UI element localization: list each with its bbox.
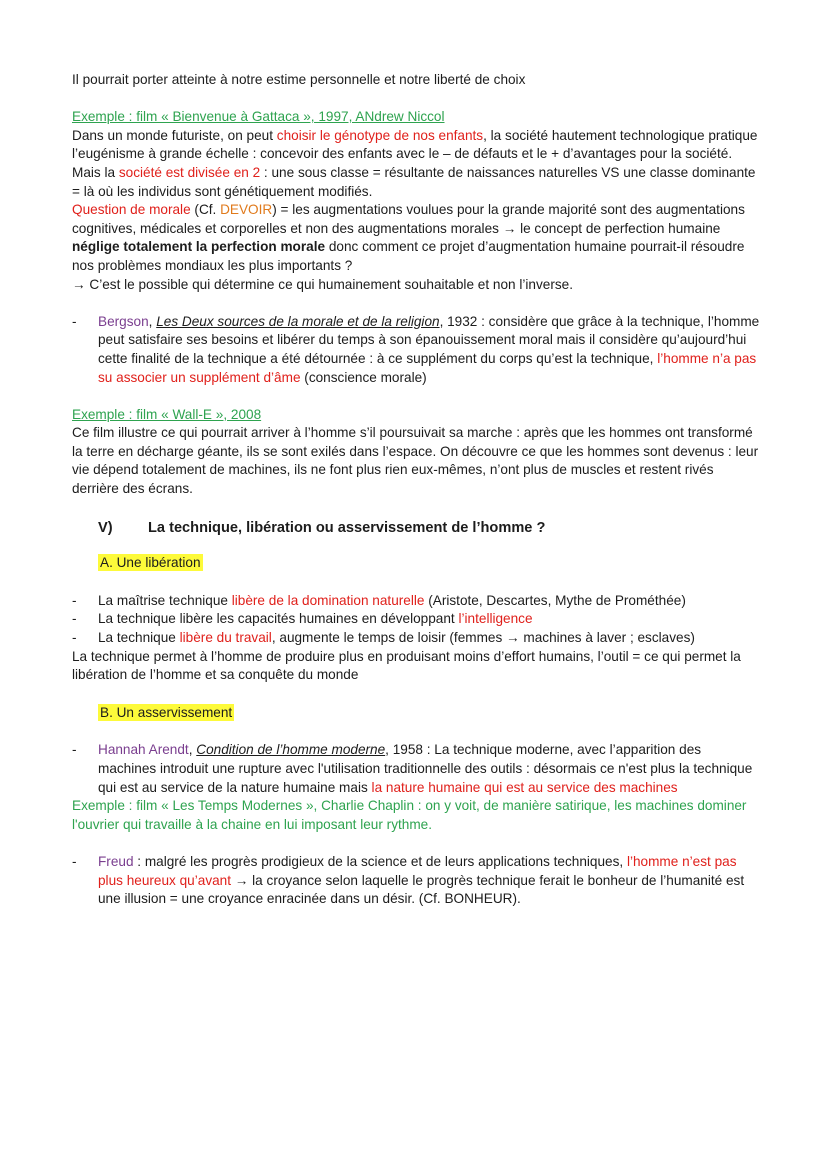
freud-text-2: → la croyance selon laquelle le progrès technique ferait le bonheur de l’humanité est une illusion = une croyance enracinée dans un désir. (Cf. BONHEUR). xyxy=(98,872,745,907)
bergson-sep: , xyxy=(148,313,157,329)
bergson-bullet xyxy=(72,313,762,387)
gattaca-text-1: Dans un monde futuriste, on peut xyxy=(72,127,277,143)
arendt-highlight: la nature humaine qui est au service des machines xyxy=(371,779,678,795)
liberation-3-text-2: , augmente le temps de loisir (femmes → machines à laver ; esclaves) xyxy=(271,630,695,646)
moral-question-paragraph xyxy=(72,201,762,275)
liberation-2-highlight: l’intelligence xyxy=(458,611,533,627)
subsection-a-label: A. Une libération xyxy=(100,555,201,571)
gattaca-highlight-genotype: choisir le génotype de nos enfants xyxy=(276,127,484,143)
bullet-dash: - xyxy=(72,592,77,608)
freud-bullet xyxy=(72,853,762,909)
liberation-1-text-1: La maîtrise technique xyxy=(98,592,232,608)
arendt-text: , 1958 : La technique moderne, avec l’apparition des machines introduit une rupture avec l'utilisation traditionnelle des outils : désormais ce n'est plus la technique qui est au service de la nature humaine mais xyxy=(98,742,753,795)
section-v-title: La technique, libération ou asservissement de l’homme ? xyxy=(148,519,546,536)
gattaca-highlight-divided: société est divisée en 2 xyxy=(118,164,261,180)
gattaca-text-3: : une sous classe = résultante de naissances naturelles VS une classe dominante = là où les individus sont génétiquement modifiés. xyxy=(72,164,756,199)
freud-text-1: : malgré les progrès prodigieux de la science et de leurs applications techniques, xyxy=(133,853,627,869)
moral-question-text-1: (Cf. xyxy=(190,202,221,218)
bullet-dash: - xyxy=(72,313,77,329)
bullet-dash: - xyxy=(72,611,77,627)
moral-question-label: Question de morale xyxy=(72,202,191,218)
subsection-a-heading xyxy=(72,554,762,573)
liberation-3-text-1: La technique xyxy=(98,630,180,646)
devoir-reference: DEVOIR xyxy=(220,202,273,218)
gattaca-text-2: , la société hautement technologique pratique l’eugénisme à grande échelle : concevoir des enfants avec le – de défauts et le + d’avantages pour la société. Mais la xyxy=(72,127,758,180)
bergson-name: Bergson xyxy=(98,313,149,329)
liberation-paragraph: La technique permet à l’homme de produire plus en produisant moins d’effort humains, l’outil = ce qui permet la libération de l’homme et sa conquête du monde xyxy=(72,648,741,683)
arendt-book-title: Condition de l’homme moderne xyxy=(196,742,386,758)
document-page xyxy=(72,71,762,909)
section-v-heading xyxy=(72,519,762,538)
section-v-number: V) xyxy=(98,519,113,536)
freud-highlight: l’homme n’est pas plus heureux qu’avant xyxy=(98,853,737,888)
liberation-bullet-3 xyxy=(72,629,762,648)
subsection-b-label: B. Un asservissement xyxy=(100,704,233,720)
liberation-1-text-2: (Aristote, Descartes, Mythe de Prométhée) xyxy=(424,592,686,608)
freud-name: Freud xyxy=(98,853,134,869)
bergson-highlight: l’homme n’a pas su associer un supplément d’âme xyxy=(98,350,757,385)
bergson-book-title: Les Deux sources de la morale et de la religion xyxy=(156,313,440,329)
liberation-3-highlight: libère du travail xyxy=(179,630,272,646)
bullet-dash: - xyxy=(72,630,77,646)
arendt-bullet xyxy=(72,741,762,797)
gattaca-paragraph xyxy=(72,127,762,201)
bullet-dash: - xyxy=(72,742,77,758)
gattaca-example-title: Exemple : film « Bienvenue à Gattaca », 1997, ANdrew Niccol xyxy=(72,109,445,125)
liberation-2-text: La technique libère les capacités humaines en développant xyxy=(98,611,459,627)
walle-example-title: Exemple : film « Wall-E », 2008 xyxy=(72,406,262,422)
moral-question-text-2: ) = les augmentations voulues pour la grande majorité sont des augmentations cognitives, médicales et corporelles et non des augmentations morales → le concept de perfection humaine xyxy=(72,202,745,236)
arendt-name: Hannah Arendt xyxy=(98,742,189,758)
conclusion-arrow-line: → C’est le possible qui détermine ce qui humainement souhaitable et non l’inverse. xyxy=(72,276,573,292)
intro-paragraph: Il pourrait porter atteinte à notre estime personnelle et notre liberté de choix xyxy=(72,72,526,87)
bergson-text-1: , 1932 : considère que grâce à la technique, l’homme peut satisfaire ses besoins et libérer du temps à son épanouissement moral mais il considère qu’aujourd’hui cette finalité de la technique a été détournée : à ce supplément du corps qu’est la technique, xyxy=(98,313,760,366)
liberation-bullet-2 xyxy=(72,610,762,629)
moral-question-text-3: donc comment ce projet d’augmentation humaine pourrait-il résoudre nos problèmes mondiaux les plus importants ? xyxy=(72,239,745,273)
moral-question-bold: néglige totalement la perfection morale xyxy=(72,239,326,255)
walle-paragraph: Ce film illustre ce qui pourrait arriver à l’homme s’il poursuivait sa marche : après que les hommes ont transformé la terre en décharge géante, ils se sont exilés dans l’espace. On découvre ce que les hommes sont devenus : leur vie dépend totalement de machines, ils ne font plus rien eux-mêmes, n’ont plus de muscles et restent rivés derrière des écrans. xyxy=(72,425,759,497)
subsection-b-heading xyxy=(72,704,762,723)
bullet-dash: - xyxy=(72,853,77,869)
temps-modernes-example: Exemple : film « Les Temps Modernes », Charlie Chaplin : on y voit, de manière satirique, les machines dominer l'ouvrier qui travaille à la chaine en lui imposant leur rythme. xyxy=(72,798,747,832)
liberation-bullet-1 xyxy=(72,592,762,611)
bergson-text-2: (conscience morale) xyxy=(300,369,427,385)
liberation-1-highlight: libère de la domination naturelle xyxy=(231,592,425,608)
arendt-sep: , xyxy=(188,742,197,758)
